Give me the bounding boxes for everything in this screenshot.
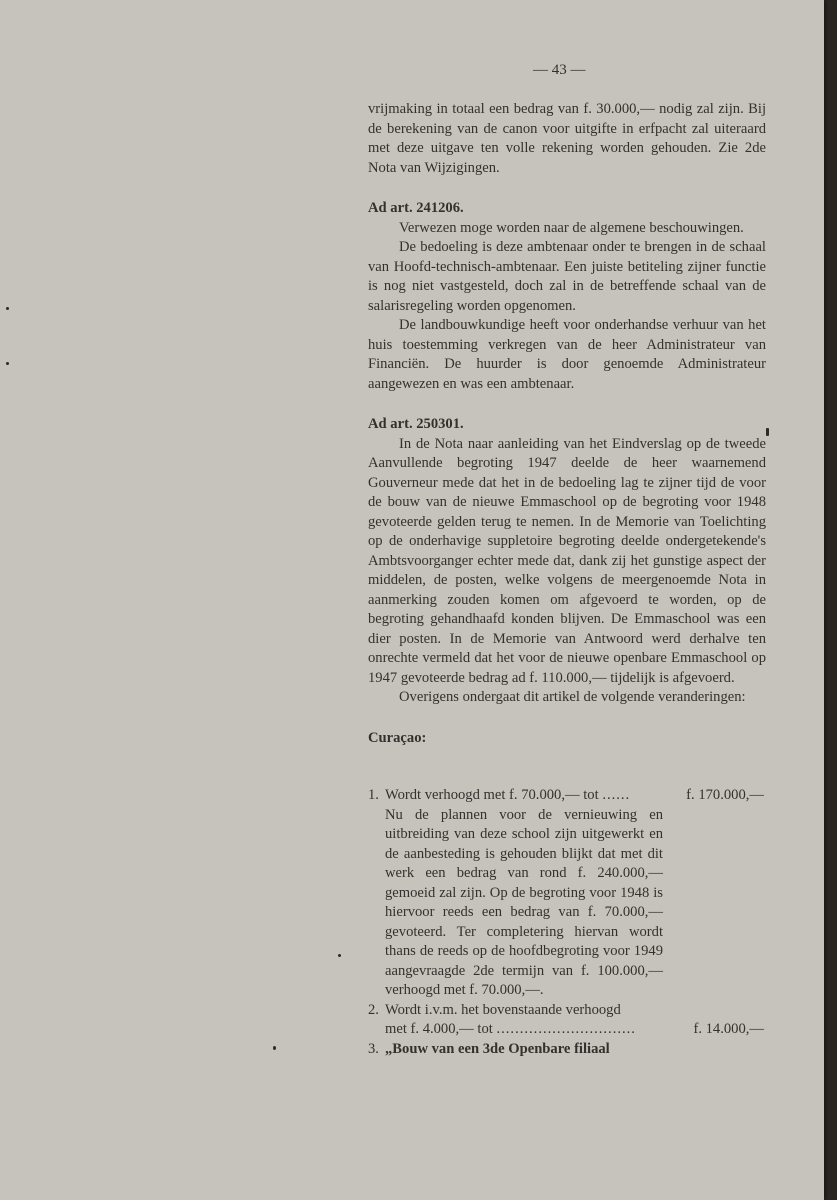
item-number: 2.: [368, 1001, 379, 1018]
leader-dots: ..............................: [496, 1021, 636, 1037]
item-number: 3.: [368, 1040, 379, 1057]
item-line: Wordt verhoogd met f. 70.000,— tot: [385, 787, 599, 803]
item-line: Wordt i.v.m. het bovenstaande verhoogd: [385, 1001, 621, 1018]
curacao-list: [368, 786, 768, 1059]
paragraph: Verwezen moge worden naar de algemene beschouwingen.: [399, 219, 744, 236]
item-amount: f. 170.000,—: [686, 787, 764, 803]
paragraph: In de Nota naar aanleiding van het Eindverslag op de tweede Aanvullende begroting 1947 deelde de heer waarnemend Gouverneur mede dat het in de bedoeling lag te zijner tijd de voor de bouw van de nieuwe Emmaschool op de begroting voor 1948 gevoteerde gelden terug te nemen. In de Memorie van Toelichting op de onderhavige suppletoire begroting deelde ondergetekende's Ambtsvoorganger echter mede dat, dank zij het gunstige aspect der middelen, de posten, welke volgens de meergenoemde Nota in aanmerking zouden komen om afgevoerd te worden, op de begroting gehandhaafd konden blijven. De Emmaschool was een dier posten. In de Memorie van Antwoord werd derhalve ten onrechte vermeld dat het voor de nieuwe openbare Emmaschool op 1947 gevoteerde bedrag ad f. 110.000,— tijdelijk is afgevoerd.: [368, 435, 766, 686]
page-number: — 43 —: [533, 62, 586, 78]
ink-mark: [766, 428, 769, 436]
list-item: [368, 786, 768, 1001]
paragraph: De landbouwkundige heeft voor onderhandse verhuur van het huis toestemming verkregen van de heer Administrateur van Financiën. De huurder is door genoemde Administrateur aangewezen en was een ambtenaar.: [368, 317, 766, 392]
ink-mark: [273, 1046, 276, 1050]
list-item: [368, 1001, 768, 1040]
item-number: 1.: [368, 787, 379, 803]
section-heading-241206: Ad art. 241206.: [368, 200, 464, 216]
paragraph: De bedoeling is deze ambtenaar onder te brengen in de schaal van Hoofd-technisch-ambtenaar. Een juiste betiteling zijner functie is nog niet vastgesteld, doch zal in de betreffende schaal van de salarisregeling worden opgenomen.: [368, 239, 766, 314]
item-amount: f. 14.000,—: [693, 1021, 764, 1037]
list-item: [368, 1040, 768, 1060]
item-explanation: Nu de plannen voor de vernieuwing en uitbreiding van deze school zijn uitgewerkt en de aanbesteding is gehouden blijkt dat met dit werk een bedrag van rond f. 240.000,— gemoeid zal zijn. Op de begroting voor 1948 is hiervoor reeds een bedrag van f. 70.000,— gevoteerd. Ter completering hiervan wordt thans de reeds op de hoofdbegroting voor 1949 aangevraagde 2de termijn van f. 100.000,— verhoogd met f. 70.000,—.: [385, 806, 663, 998]
curacao-heading: Curaçao:: [368, 729, 427, 746]
item-line: „Bouw van een 3de Openbare filiaal: [385, 1040, 610, 1057]
ink-mark: [6, 362, 9, 365]
item-line: met f. 4.000,— tot: [385, 1021, 493, 1037]
ink-mark: [6, 307, 9, 310]
paragraph: Overigens ondergaat dit artikel de volgende veranderingen:: [399, 689, 746, 705]
main-text: [368, 100, 766, 748]
intro-paragraph: vrijmaking in totaal een bedrag van f. 30.000,— nodig zal zijn. Bij de berekening van de canon voor uitgifte in erfpacht zal uiteraard met deze uitgave ten volle rekening worden gehouden. Zie 2de Nota van Wijzigingen.: [368, 101, 766, 176]
leader-dots: ......: [602, 787, 631, 803]
ink-mark: [338, 954, 341, 957]
section-heading-250301: Ad art. 250301.: [368, 416, 464, 432]
